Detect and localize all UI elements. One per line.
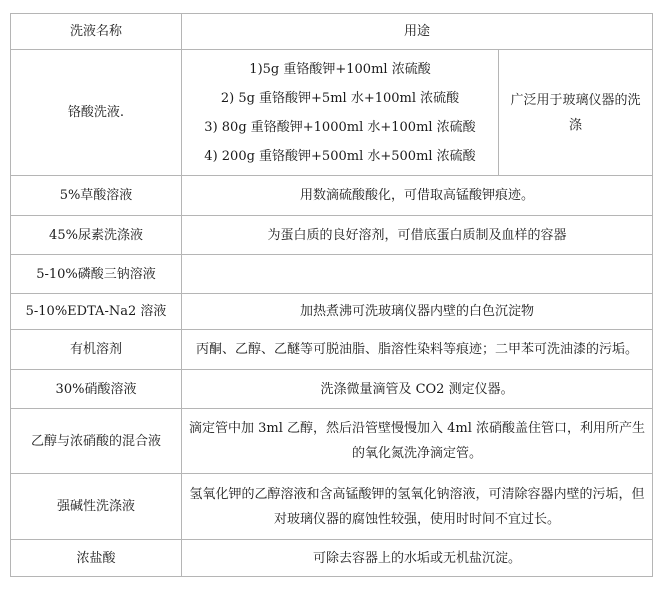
row-name-cell: 5%草酸溶液 [11, 176, 182, 216]
row-usage-cell: 用数滴硫酸酸化，可借取高锰酸钾痕迹。 [182, 176, 653, 216]
row-usage-cell: 洗涤微量滴管及 CO2 测定仪器。 [182, 370, 653, 409]
chromic-methods-cell [182, 50, 499, 176]
row-name-cell: 5-10%EDTA-Na2 溶液 [11, 294, 182, 330]
row-usage-cell: 氢氧化钾的乙醇溶液和含高锰酸钾的氢氧化钠溶液，可清除容器内壁的污垢，但对玻璃仪器的腐蚀性较强，使用时时间不宜过长。 [182, 474, 653, 540]
table-row [11, 540, 653, 577]
method-line: 1)5g 重铬酸钾+100ml 浓硫酸 [249, 61, 431, 77]
row-name-cell: 浓盐酸 [11, 540, 182, 577]
table-row [11, 176, 653, 216]
table-row [11, 255, 653, 294]
chromic-note-cell: 广泛用于玻璃仪器的洗涤 [499, 50, 653, 176]
cleaning-solutions-table [10, 13, 653, 577]
table-row [11, 216, 653, 255]
table-row [11, 474, 653, 540]
row-name-cell: 30%硝酸溶液 [11, 370, 182, 409]
header-usage-cell: 用途 [182, 14, 653, 50]
table-row-chromic [11, 50, 653, 176]
row-name-cell: 有机溶剂 [11, 330, 182, 370]
table-row [11, 294, 653, 330]
row-usage-cell: 可除去容器上的水垢或无机盐沉淀。 [182, 540, 653, 577]
row-usage-cell: 滴定管中加 3ml 乙醇，然后沿管壁慢慢加入 4ml 浓硝酸盖住管口，利用所产生的氧化氮洗净滴定管。 [182, 409, 653, 474]
table-row [11, 409, 653, 474]
method-line: 4) 200g 重铬酸钾+500ml 水+500ml 浓硫酸 [204, 148, 476, 164]
table-row [11, 330, 653, 370]
row-name-cell: 45%尿素洗涤液 [11, 216, 182, 255]
row-name-cell: 乙醇与浓硝酸的混合液 [11, 409, 182, 474]
row-usage-cell [182, 255, 653, 294]
table-header-row [11, 14, 653, 50]
row-name-cell: 5-10%磷酸三钠溶液 [11, 255, 182, 294]
row-usage-cell: 丙酮、乙醇、乙醚等可脱油脂、脂溶性染料等痕迹；二甲苯可洗油漆的污垢。 [182, 330, 653, 370]
row-name-cell: 铬酸洗液. [11, 50, 182, 176]
row-usage-cell: 为蛋白质的良好溶剂，可借底蛋白质制及血样的容器 [182, 216, 653, 255]
method-line: 3) 80g 重铬酸钾+1000ml 水+100ml 浓硫酸 [204, 119, 476, 135]
method-line: 2) 5g 重铬酸钾+5ml 水+100ml 浓硫酸 [220, 90, 460, 106]
row-usage-cell: 加热煮沸可洗玻璃仪器内壁的白色沉淀物 [182, 294, 653, 330]
header-name-cell: 洗液名称 [11, 14, 182, 50]
row-name-cell: 强碱性洗涤液 [11, 474, 182, 540]
table-row [11, 370, 653, 409]
